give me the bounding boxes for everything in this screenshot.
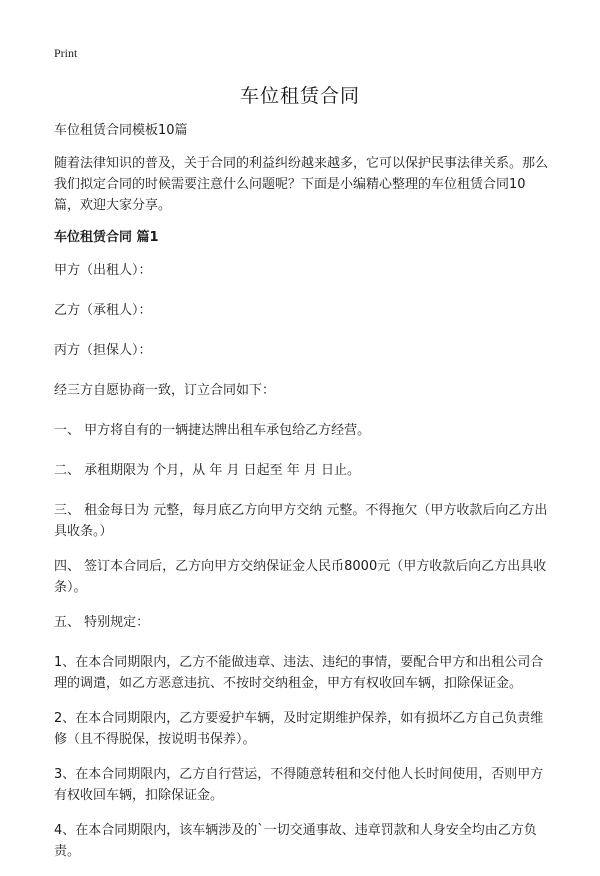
clause-2: 二、 承租期限为 个月，从 年 月 日起至 年 月 日止。 — [54, 463, 361, 478]
clause-1: 一、 甲方将自有的一辆捷达牌出租车承包给乙方经营。 — [54, 423, 371, 438]
intro-paragraph: 随着法律知识的普及，关于合同的利益纠纷越来越多，它可以保护民事法律关系。那么我们拟定合同的时候需要注意什么问题呢？下面是小编精心整理的车位租赁合同10篇，欢迎大家分享。 — [54, 156, 549, 213]
document-subtitle: 车位租赁合同模板10篇 — [54, 123, 188, 138]
special-rule-1: 1、在本合同期限内，乙方不能做违章、违法、违纪的事情，要配合甲方和出租公司合理的调遣，如乙方恶意违抗、不按时交纳租金，甲方有权收回车辆，扣除保证金。 — [54, 655, 544, 691]
special-rule-4: 4、在本合同期限内，该车辆涉及的`一切交通事故、违章罚款和人身安全均由乙方负责。 — [54, 823, 537, 859]
section-title: 车位租赁合同 篇1 — [54, 230, 159, 245]
clause-4: 四、 签订本合同后，乙方向甲方交纳保证金人民币8000元（甲方收款后向乙方出具收条）。 — [54, 559, 547, 595]
special-rule-3: 3、在本合同期限内，乙方自行营运，不得随意转租和交付他人长时间使用，否则甲方有权收回车辆，扣除保证金。 — [54, 767, 544, 803]
clause-3: 三、 租金每日为 元整，每月底乙方向甲方交纳 元整。不得拖欠（甲方收款后向乙方出具收条。） — [54, 503, 548, 539]
document-title: 车位租赁合同 — [239, 85, 360, 107]
party-b-line: 乙方（承租人）： — [54, 303, 152, 318]
special-rule-2: 2、在本合同期限内，乙方要爱护车辆，及时定期维护保养，如有损坏乙方自己负责维修（且不得脱保，按说明书保养）。 — [54, 711, 544, 747]
document-body — [54, 120, 548, 876]
party-c-line: 丙方（担保人）： — [54, 343, 152, 358]
clause-5-heading: 五、 特别规定： — [54, 615, 150, 630]
agreement-intro-line: 经三方自愿协商一致，订立合同如下： — [54, 383, 276, 398]
print-label: Print — [54, 46, 78, 60]
party-a-line: 甲方（出租人）： — [54, 263, 152, 278]
